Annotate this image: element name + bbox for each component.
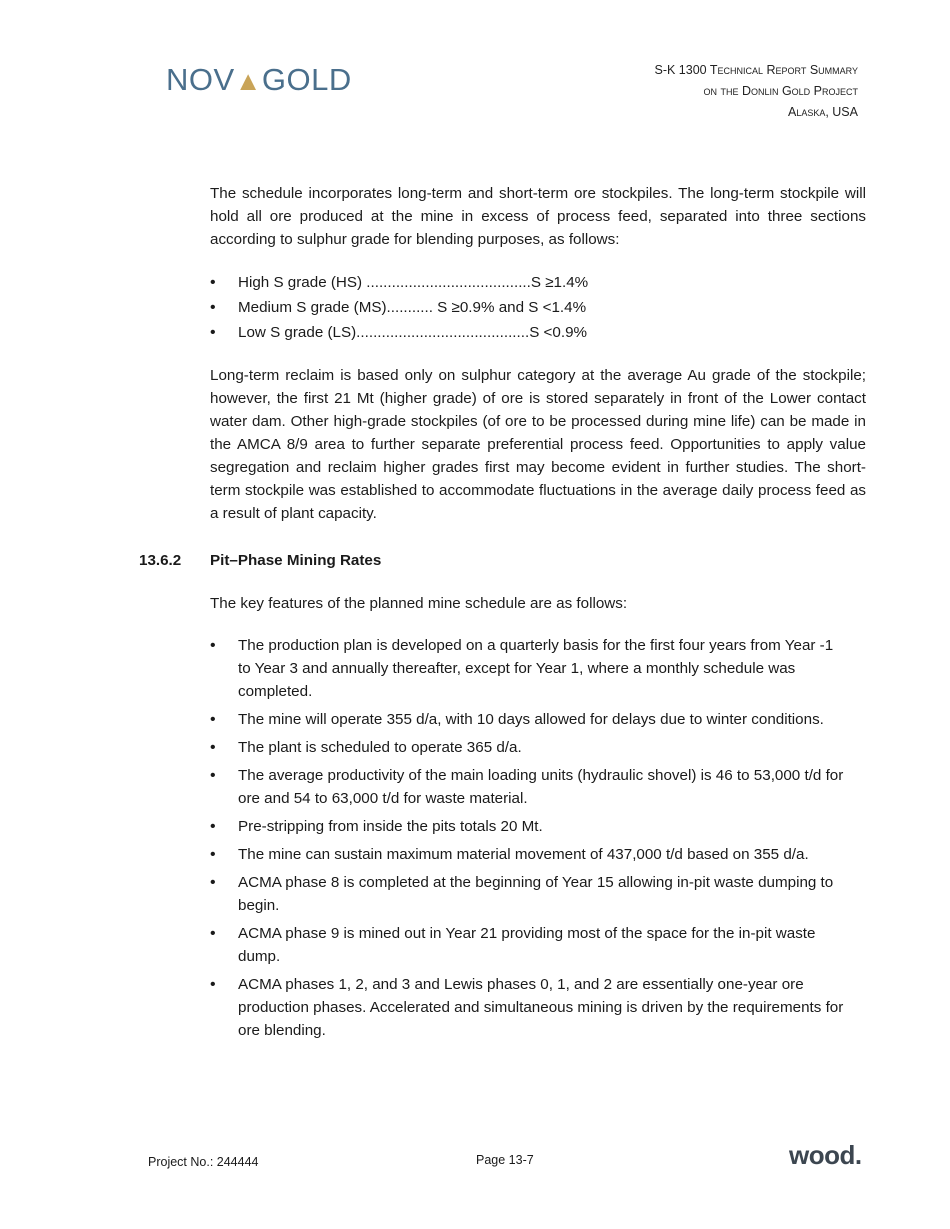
list-item: • The plant is scheduled to operate 365 d/a. (210, 736, 850, 759)
list-item: • Medium S grade (MS)........... S ≥0.9% and S <1.4% (210, 295, 630, 320)
list-item: • The mine can sustain maximum material movement of 437,000 t/d based on 355 d/a. (210, 843, 850, 866)
list-item: • High S grade (HS) .......................................S ≥1.4% (210, 270, 630, 295)
project-number: Project No.: 244444 (148, 1155, 259, 1169)
list-item: • ACMA phase 8 is completed at the beginning of Year 15 allowing in-pit waste dumping to begin. (210, 871, 850, 917)
report-title-line: on the Donlin Gold Project (703, 84, 858, 98)
list-item: • The average productivity of the main loading units (hydraulic shovel) is 46 to 53,000 t/d for ore and 54 to 63,000 t/d for waste material. (210, 764, 850, 810)
list-item: • ACMA phases 1, 2, and 3 and Lewis phases 0, 1, and 2 are essentially one-year ore production phases. Accelerated and simultaneous mining is driven by the requirements for ore blending. (210, 973, 850, 1042)
features-intro: The key features of the planned mine schedule are as follows: (210, 595, 628, 612)
feature-list (210, 634, 850, 1047)
reclaim-paragraph: Long-term reclaim is based only on sulphur category at the average Au grade of the stockpile; however, the first 21 Mt (higher grade) of ore is stored separately in front of the Lower contact water dam. Other high-grade stockpiles (of ore to be processed during mine life) can be made in the AMCA 8/9 area to further separate preferential process feed. Opportunities to apply value segregation and reclaim higher grades first may become evident in further studies. The short-term stockpile was established to accommodate fluctuations in the average daily process feed as a result of plant capacity. (210, 367, 866, 522)
page-number: Page 13-7 (476, 1153, 534, 1167)
list-item: • The production plan is developed on a quarterly basis for the first four years from Year -1 to Year 3 and annually thereafter, except for Year 1, where a monthly schedule was completed. (210, 634, 850, 703)
section-title: Pit–Phase Mining Rates (210, 552, 382, 569)
logo-text-left: NOV (166, 62, 235, 97)
report-title-line: Alaska, USA (787, 105, 858, 119)
wood-logo: wood. (789, 1140, 862, 1170)
intro-paragraph: The schedule incorporates long-term and short-term ore stockpiles. The long-term stockpile will hold all ore produced at the mine in excess of process feed, separated into three sections according to sulphur grade for blending purposes, as follows: (210, 185, 866, 248)
report-title (655, 60, 859, 123)
report-title-line: S-K 1300 Technical Report Summary (654, 63, 858, 77)
logo-text-right: GOLD (261, 62, 352, 97)
grade-list (210, 270, 630, 345)
list-item: • ACMA phase 9 is mined out in Year 21 providing most of the space for the in-pit waste dump. (210, 922, 850, 968)
novagold-logo (166, 64, 352, 95)
logo-triangle-icon: ▲ (234, 66, 262, 96)
list-item: • Pre-stripping from inside the pits totals 20 Mt. (210, 815, 850, 838)
section-number: 13.6.2 (139, 552, 182, 569)
list-item: • Low S grade (LS).........................................S <0.9% (210, 320, 630, 345)
list-item: • The mine will operate 355 d/a, with 10 days allowed for delays due to winter conditions. (210, 708, 850, 731)
